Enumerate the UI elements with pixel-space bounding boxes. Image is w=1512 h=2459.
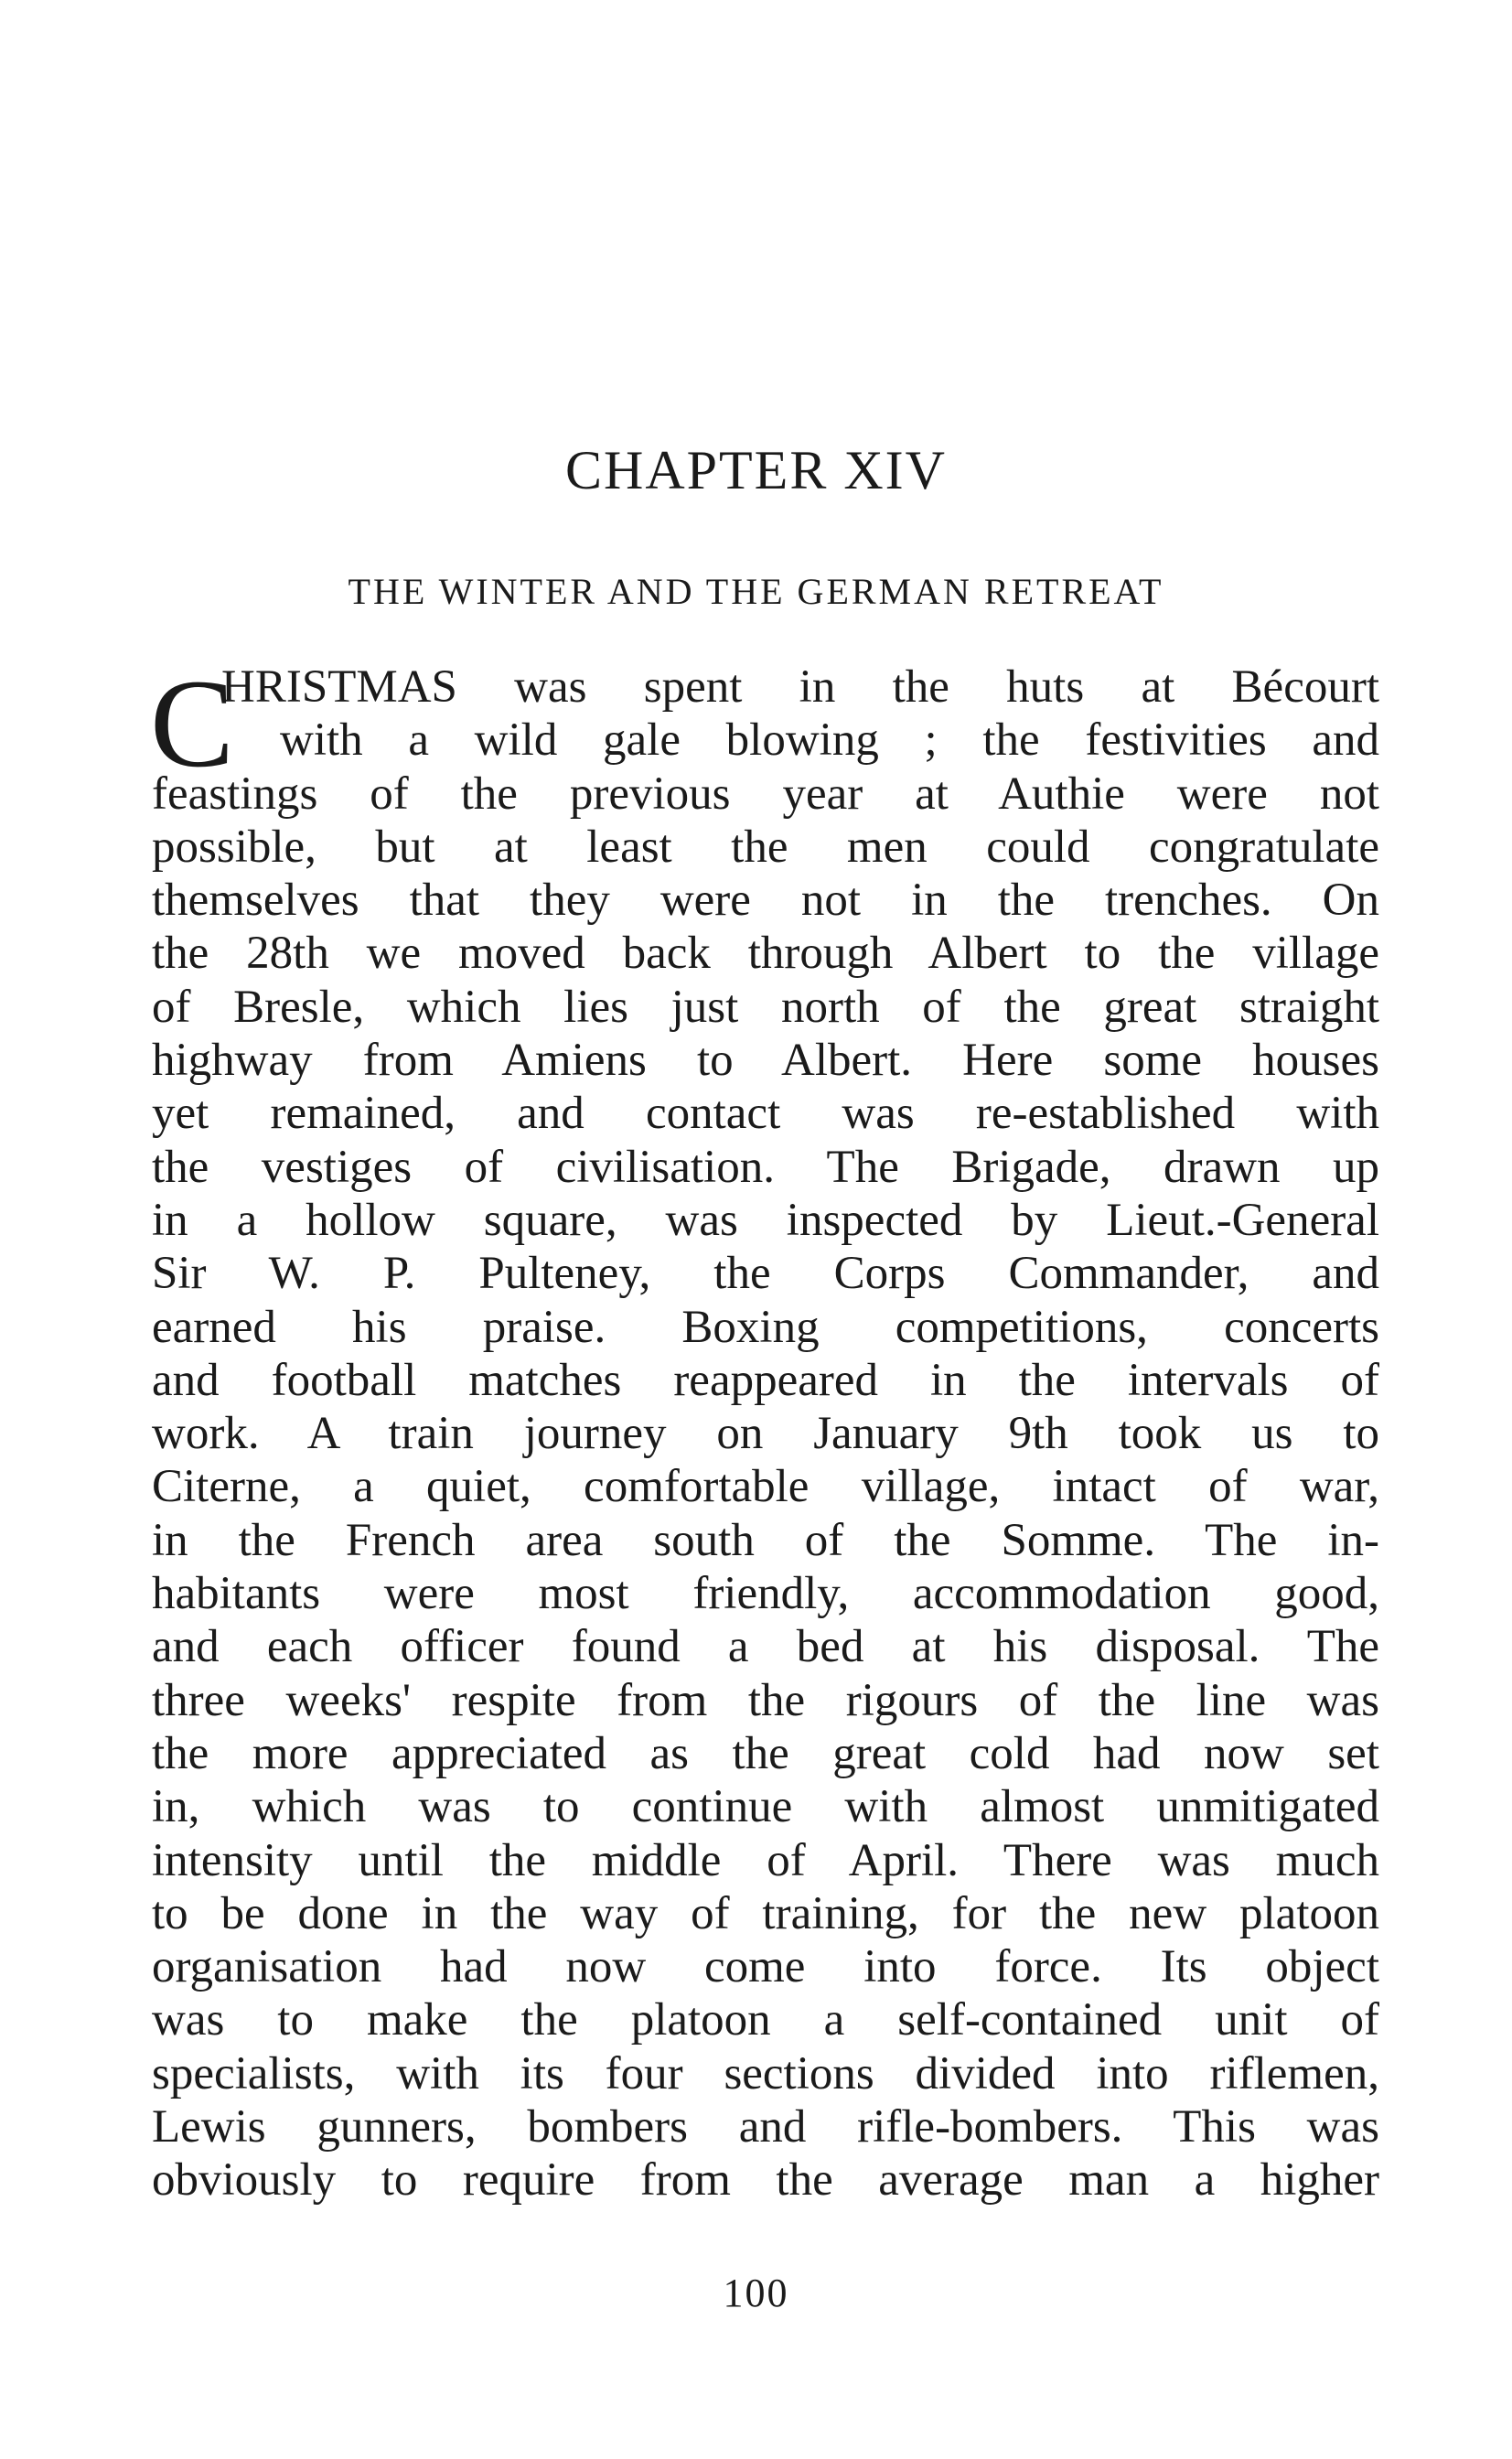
text-line: feastings of the previous year at Authie were not (152, 768, 1379, 820)
text-line: work. A train journey on January 9th took us to (152, 1408, 1379, 1460)
text-line: Citerne, a quiet, comfortable village, intact of war, (152, 1461, 1379, 1513)
text-line: highway from Amiens to Albert. Here some houses (152, 1035, 1379, 1087)
text-line: three weeks' respite from the rigours of the line was (152, 1674, 1379, 1726)
page-number: 100 (723, 2271, 789, 2315)
text-line: in, which was to continue with almost unmitigated (152, 1781, 1379, 1833)
text-line: HRISTMAS was spent in the huts at Bécourt (221, 661, 1379, 713)
chapter-title: CHAPTER XIV (564, 440, 947, 500)
chapter-subtitle: THE WINTER AND THE GERMAN RETREAT (348, 571, 1164, 612)
text-line: earned his praise. Boxing competitions, concerts (152, 1301, 1379, 1353)
text-line: the vestiges of civilisation. The Brigade, drawn up (152, 1141, 1379, 1193)
body-paragraph (150, 653, 1379, 2207)
text-line: was to make the platoon a self-contained unit of (152, 1994, 1379, 2046)
text-line: in a hollow square, was inspected by Lieut.-General (152, 1194, 1379, 1246)
drop-cap: C (150, 653, 235, 793)
text-line: to be done in the way of training, for the new platoon (152, 1887, 1379, 1939)
text-line: and each officer found a bed at his disposal. The (152, 1621, 1379, 1673)
text-line: yet remained, and contact was re-established with (152, 1088, 1379, 1140)
text-line: in the French area south of the Somme. The in- (152, 1514, 1379, 1566)
text-line: specialists, with its four sections divided into riflemen, (152, 2047, 1379, 2099)
text-line: intensity until the middle of April. There was much (152, 1834, 1379, 1886)
text-line: and football matches reappeared in the intervals of (152, 1354, 1379, 1406)
text-line: the 28th we moved back through Albert to the village (152, 928, 1379, 980)
text-line: Lewis gunners, bombers and rifle-bombers. This was (152, 2101, 1379, 2153)
text-line: habitants were most friendly, accommodation good, (152, 1568, 1379, 1620)
text-line: themselves that they were not in the trenches. On (152, 875, 1379, 927)
text-line: Sir W. P. Pulteney, the Corps Commander, and (152, 1248, 1379, 1300)
text-line: the more appreciated as the great cold had now set (152, 1727, 1379, 1779)
text-line: possible, but at least the men could congratulate (152, 821, 1379, 873)
text-line: obviously to require from the average man a higher (152, 2154, 1379, 2207)
text-line: of Bresle, which lies just north of the great straight (152, 981, 1379, 1033)
text-line: organisation had now come into force. Its object (152, 1941, 1379, 1993)
text-line: with a wild gale blowing ; the festivities and (280, 714, 1379, 767)
